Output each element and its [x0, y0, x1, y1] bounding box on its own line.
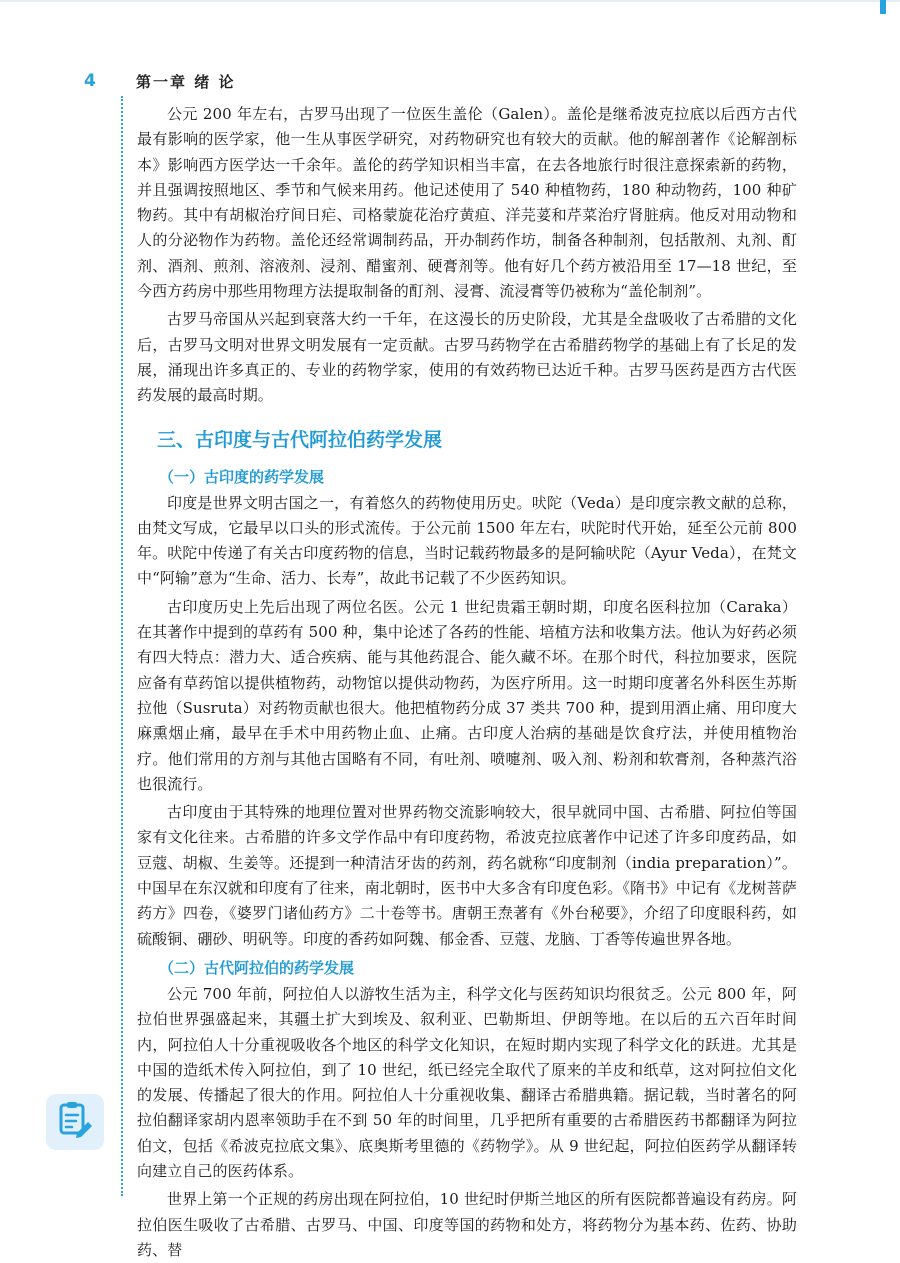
- subsection-heading-india: （一）古印度的药学发展: [159, 467, 325, 486]
- paragraph-veda: 印度是世界文明古国之一，有着悠久的药物使用历史。吠陀（Veda）是印度宗教文献的总称，由梵文写成，它最早以口头的形式流传。于公元前 1500 年左右，吠陀时代开始，延至公元前 800 年。吠陀中传递了有关古印度药物的信息，当时记载药物最多的是阿输吠陀（Ayur Veda），在梵文中“阿输”意为“生命、活力、长寿”，故此书记载了不少医药知识。: [137, 493, 797, 588]
- paragraph-arabia: 公元 700 年前，阿拉伯人以游牧生活为主，科学文化与医药知识均很贫乏。公元 800 年，阿拉伯世界强盛起来，其疆土扩大到埃及、叙利亚、巴勒斯坦、伊朗等地。在以后的五六百年时间内，阿拉伯人十分重视吸收各个地区的科学文化知识，在短时期内实现了科学文化的跃进。尤其是中国的造纸术传入阿拉伯，到了 10 世纪，纸已经完全取代了原来的羊皮和纸草，这对阿拉伯文化的发展、传播起了很大的作用。阿拉伯人十分重视收集、翻译古希腊典籍。据记载，当时著名的阿拉伯翻译家胡内恩率领助手在不到 50 年的时间里，几乎把所有重要的古希腊医药书都翻译为阿拉伯文，包括《希波克拉底文集》、底奥斯考里德的《药物学》。从 9 世纪起，阿拉伯医药学从翻译转向建立自己的医药体系。: [137, 984, 797, 1180]
- corner-mark: [880, 0, 886, 14]
- page-body: [137, 102, 797, 1263]
- page-number: 4: [84, 71, 96, 91]
- paragraph-roman-empire: 古罗马帝国从兴起到衰落大约一千年，在这漫长的历史阶段，尤其是全盘吸收了古希腊的文化后，古罗马文明对世界文明发展有一定贡献。古罗马药物学在古希腊药物学的基础上有了长足的发展，涌现出许多真正的、专业的药物学家，使用的有效药物已达近千种。古罗马医药是西方古代医药发展的最高时期。: [137, 310, 797, 405]
- top-rule: [0, 0, 900, 2]
- section-heading: 三、古印度与古代阿拉伯药学发展: [157, 428, 443, 451]
- clipboard-pencil-icon: [56, 1100, 94, 1144]
- notes-badge[interactable]: [46, 1094, 104, 1150]
- chapter-title: 第一章 绪 论: [136, 72, 236, 91]
- paragraph-caraka: 古印度历史上先后出现了两位名医。公元 1 世纪贵霜王朝时期，印度名医科拉加（Caraka）在其著作中提到的草药有 500 种，集中论述了各药的性能、培植方法和收集方法。他认为好药必须有四大特点：潜力大、适合疾病、能与其他药混合、能久藏不坏。在那个时代，科拉加要求，医院应备有草药馆以提供植物药，动物馆以提供动物药，为医疗所用。这一时期印度著名外科医生苏斯拉他（Susruta）对药物贡献也很大。他把植物药分成 37 类共 700 种，提到用酒止痛、用印度大麻熏烟止痛，最早在手术中用药物止血、止痛。古印度人治病的基础是饮食疗法，并使用植物治疗。他们常用的方剂与其他古国略有不同，有吐剂、喷嚏剂、吸入剂、粉剂和软膏剂，各种蒸汽浴也很流行。: [137, 597, 797, 793]
- paragraph-galen: 公元 200 年左右，古罗马出现了一位医生盖伦（Galen）。盖伦是继希波克拉底以后西方古代最有影响的医学家，他一生从事医学研究，对药物研究也有较大的贡献。他的解剖著作《论解剖标本》影响西方医学达一千余年。盖伦的药学知识相当丰富，在去各地旅行时很注意探索新的药物，并且强调按照地区、季节和气候来用药。他记述使用了 540 种植物药，180 种动物药，100 种矿物药。其中有胡椒治疗间日疟、司格蒙旋花治疗黄疸、洋芫荽和芹菜治疗肾脏病。他反对用动物和人的分泌物作为药物。盖伦还经常调制药品，开办制药作坊，制备各种制剂，包括散剂、丸剂、酊剂、酒剂、煎剂、溶液剂、浸剂、醋蜜剂、硬膏剂等。他有好几个药方被沿用至 17—18 世纪，至今西方药房中那些用物理方法提取制备的酊剂、浸膏、流浸膏等仍被称为“盖伦制剂”。: [137, 105, 797, 301]
- paragraph-pharmacy: 世界上第一个正规的药房出现在阿拉伯，10 世纪时伊斯兰地区的所有医院都普遍设有药房。阿拉伯医生吸收了古希腊、古罗马、中国、印度等国的药物和处方，将药物分为基本药、佐药、协助药、替: [137, 1190, 797, 1259]
- running-header: [84, 66, 804, 96]
- paragraph-india-exchange: 古印度由于其特殊的地理位置对世界药物交流影响较大，很早就同中国、古希腊、阿拉伯等国家有文化往来。古希腊的许多文学作品中有印度药物，希波克拉底著作中记述了许多印度药品，如豆蔻、胡椒、生姜等。还提到一种清洁牙齿的药剂，药名就称“印度制剂（india preparation）”。中国早在东汉就和印度有了往来，南北朝时，医书中大多含有印度色彩。《隋书》中记有《龙树菩萨药方》四卷，《婆罗门诸仙药方》二十卷等书。唐朝王焘著有《外台秘要》，介绍了印度眼科药，如硫酸铜、硼砂、明矾等。印度的香药如阿魏、郁金香、豆蔻、龙脑、丁香等传遍世界各地。: [137, 803, 797, 948]
- margin-dotted-rule: [121, 96, 123, 1196]
- subsection-heading-arabia: （二）古代阿拉伯的药学发展: [159, 958, 355, 977]
